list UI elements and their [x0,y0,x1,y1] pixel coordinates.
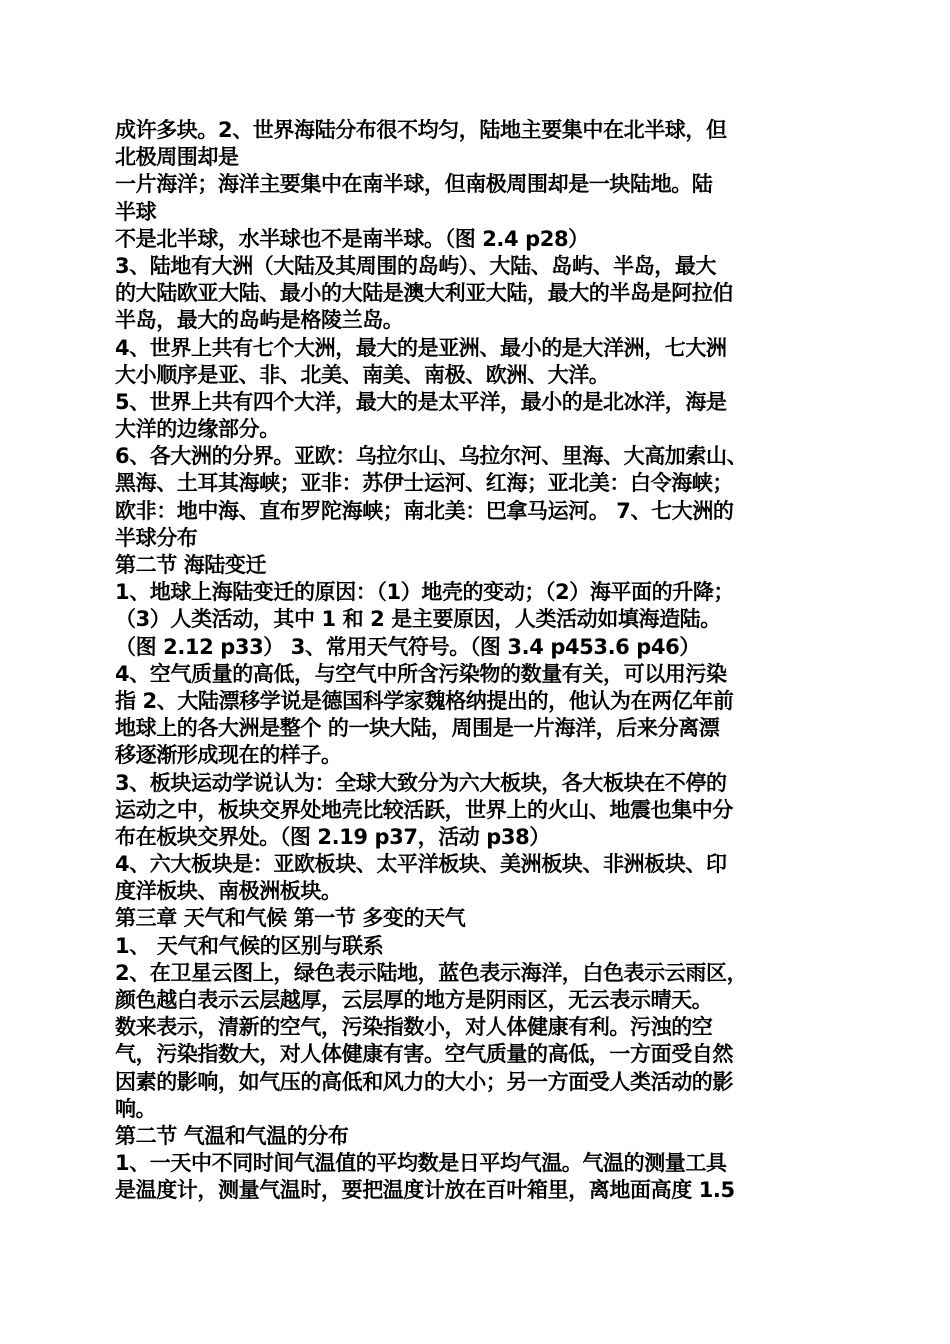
text-line: 的大陆欧亚大陆、最小的大陆是澳大利亚大陆，最大的半岛是阿拉伯 [115,281,733,306]
text-line: 地球上的各大洲是整个 的一块大陆，周围是一片海洋，后来分离漂 [115,716,720,741]
chapter-heading: 第三章 天气和气候 第一节 多变的天气 [115,906,466,931]
text-line: 指 2、大陆漂移学说是德国科学家魏格纳提出的，他认为在两亿年前 [115,688,734,713]
text-line: 响。 [115,1096,157,1121]
text-line: （3）人类活动，其中 1 和 2 是主要原因，人类活动如填海造陆。 [115,607,721,632]
text-line: 半岛，最大的岛屿是格陵兰岛。 [115,308,404,333]
text-line: 大小顺序是亚、非、北美、南美、南极、欧洲、大洋。 [115,362,610,387]
text-line: 气，污染指数大，对人体健康有害。空气质量的高低，一方面受自然 [115,1042,733,1067]
text-line: 因素的影响，如气压的高低和风力的大小；另一方面受人类活动的影 [115,1069,733,1094]
text-line: 北极周围却是 [115,145,239,170]
section-heading: 第二节 海陆变迁 [115,553,267,577]
text-line: 一片海洋；海洋主要集中在南半球，但南极周围却是一块陆地。陆 [115,172,713,197]
text-line: 6、各大洲的分界。亚欧：乌拉尔山、乌拉尔河、里海、大高加索山、 [115,444,748,469]
section-heading: 第二节 气温和气温的分布 [115,1123,349,1148]
text-line: 不是北半球，水半球也不是南半球。（图 2.4 p28） [115,226,589,251]
text-line: 1、地球上海陆变迁的原因：（1）地壳的变动；（2）海平面的升降； [115,580,735,605]
text-line: 4、六大板块是：亚欧板块、太平洋板块、美洲板块、非洲板块、印 [115,852,727,877]
text-line: 移逐渐形成现在的样子。 [115,743,342,768]
text-line: （图 2.12 p33） 3、常用天气符号。（图 3.4 p453.6 p46） [115,634,700,659]
text-line: 颜色越白表示云层越厚，云层厚的地方是阴雨区，无云表示晴天。 [115,988,713,1012]
text-line: 是温度计，测量气温时，要把温度计放在百叶箱里，离地面高度 1.5 [115,1178,735,1203]
text-line: 1、 天气和气候的区别与联系 [115,933,384,958]
text-line: 半球 [115,199,157,224]
text-line: 成许多块。2、世界海陆分布很不均匀，陆地主要集中在北半球，但 [115,118,727,142]
text-line: 4、世界上共有七个大洲，最大的是亚洲、最小的是大洋洲，七大洲 [115,335,727,360]
text-line: 数来表示，清新的空气，污染指数小，对人体健康有利。污浊的空 [115,1015,713,1040]
text-line: 3、陆地有大洲（大陆及其周围的岛屿）、大陆、岛屿、半岛，最大 [115,253,717,278]
text-line: 2、在卫星云图上，绿色表示陆地，蓝色表示海洋，白色表示云雨区， [115,960,748,985]
text-line: 度洋板块、南极洲板块。 [115,879,342,904]
text-line: 欧非：地中海、直布罗陀海峡；南北美：巴拿马运河。 7、七大洲的 [115,498,734,523]
text-line: 半球分布 [115,525,198,550]
document-body [115,117,850,1205]
text-line: 大洋的边缘部分。 [115,417,280,442]
text-line: 3、板块运动学说认为：全球大致分为六大板块，各大板块在不停的 [115,770,727,795]
text-line: 5、世界上共有四个大洋，最大的是太平洋，最小的是北冰洋，海是 [115,389,727,414]
text-line: 黑海、土耳其海峡；亚非：苏伊士运河、红海；亚北美：白令海峡； [115,471,733,496]
text-line: 布在板块交界处。（图 2.19 p37，活动 p38） [115,824,550,849]
text-line: 1、一天中不同时间气温值的平均数是日平均气温。气温的测量工具 [115,1151,727,1176]
text-line: 4、空气质量的高低，与空气中所含污染物的数量有关，可以用污染 [115,661,727,686]
text-line: 运动之中，板块交界处地壳比较活跃，世界上的火山、地震也集中分 [115,797,733,822]
